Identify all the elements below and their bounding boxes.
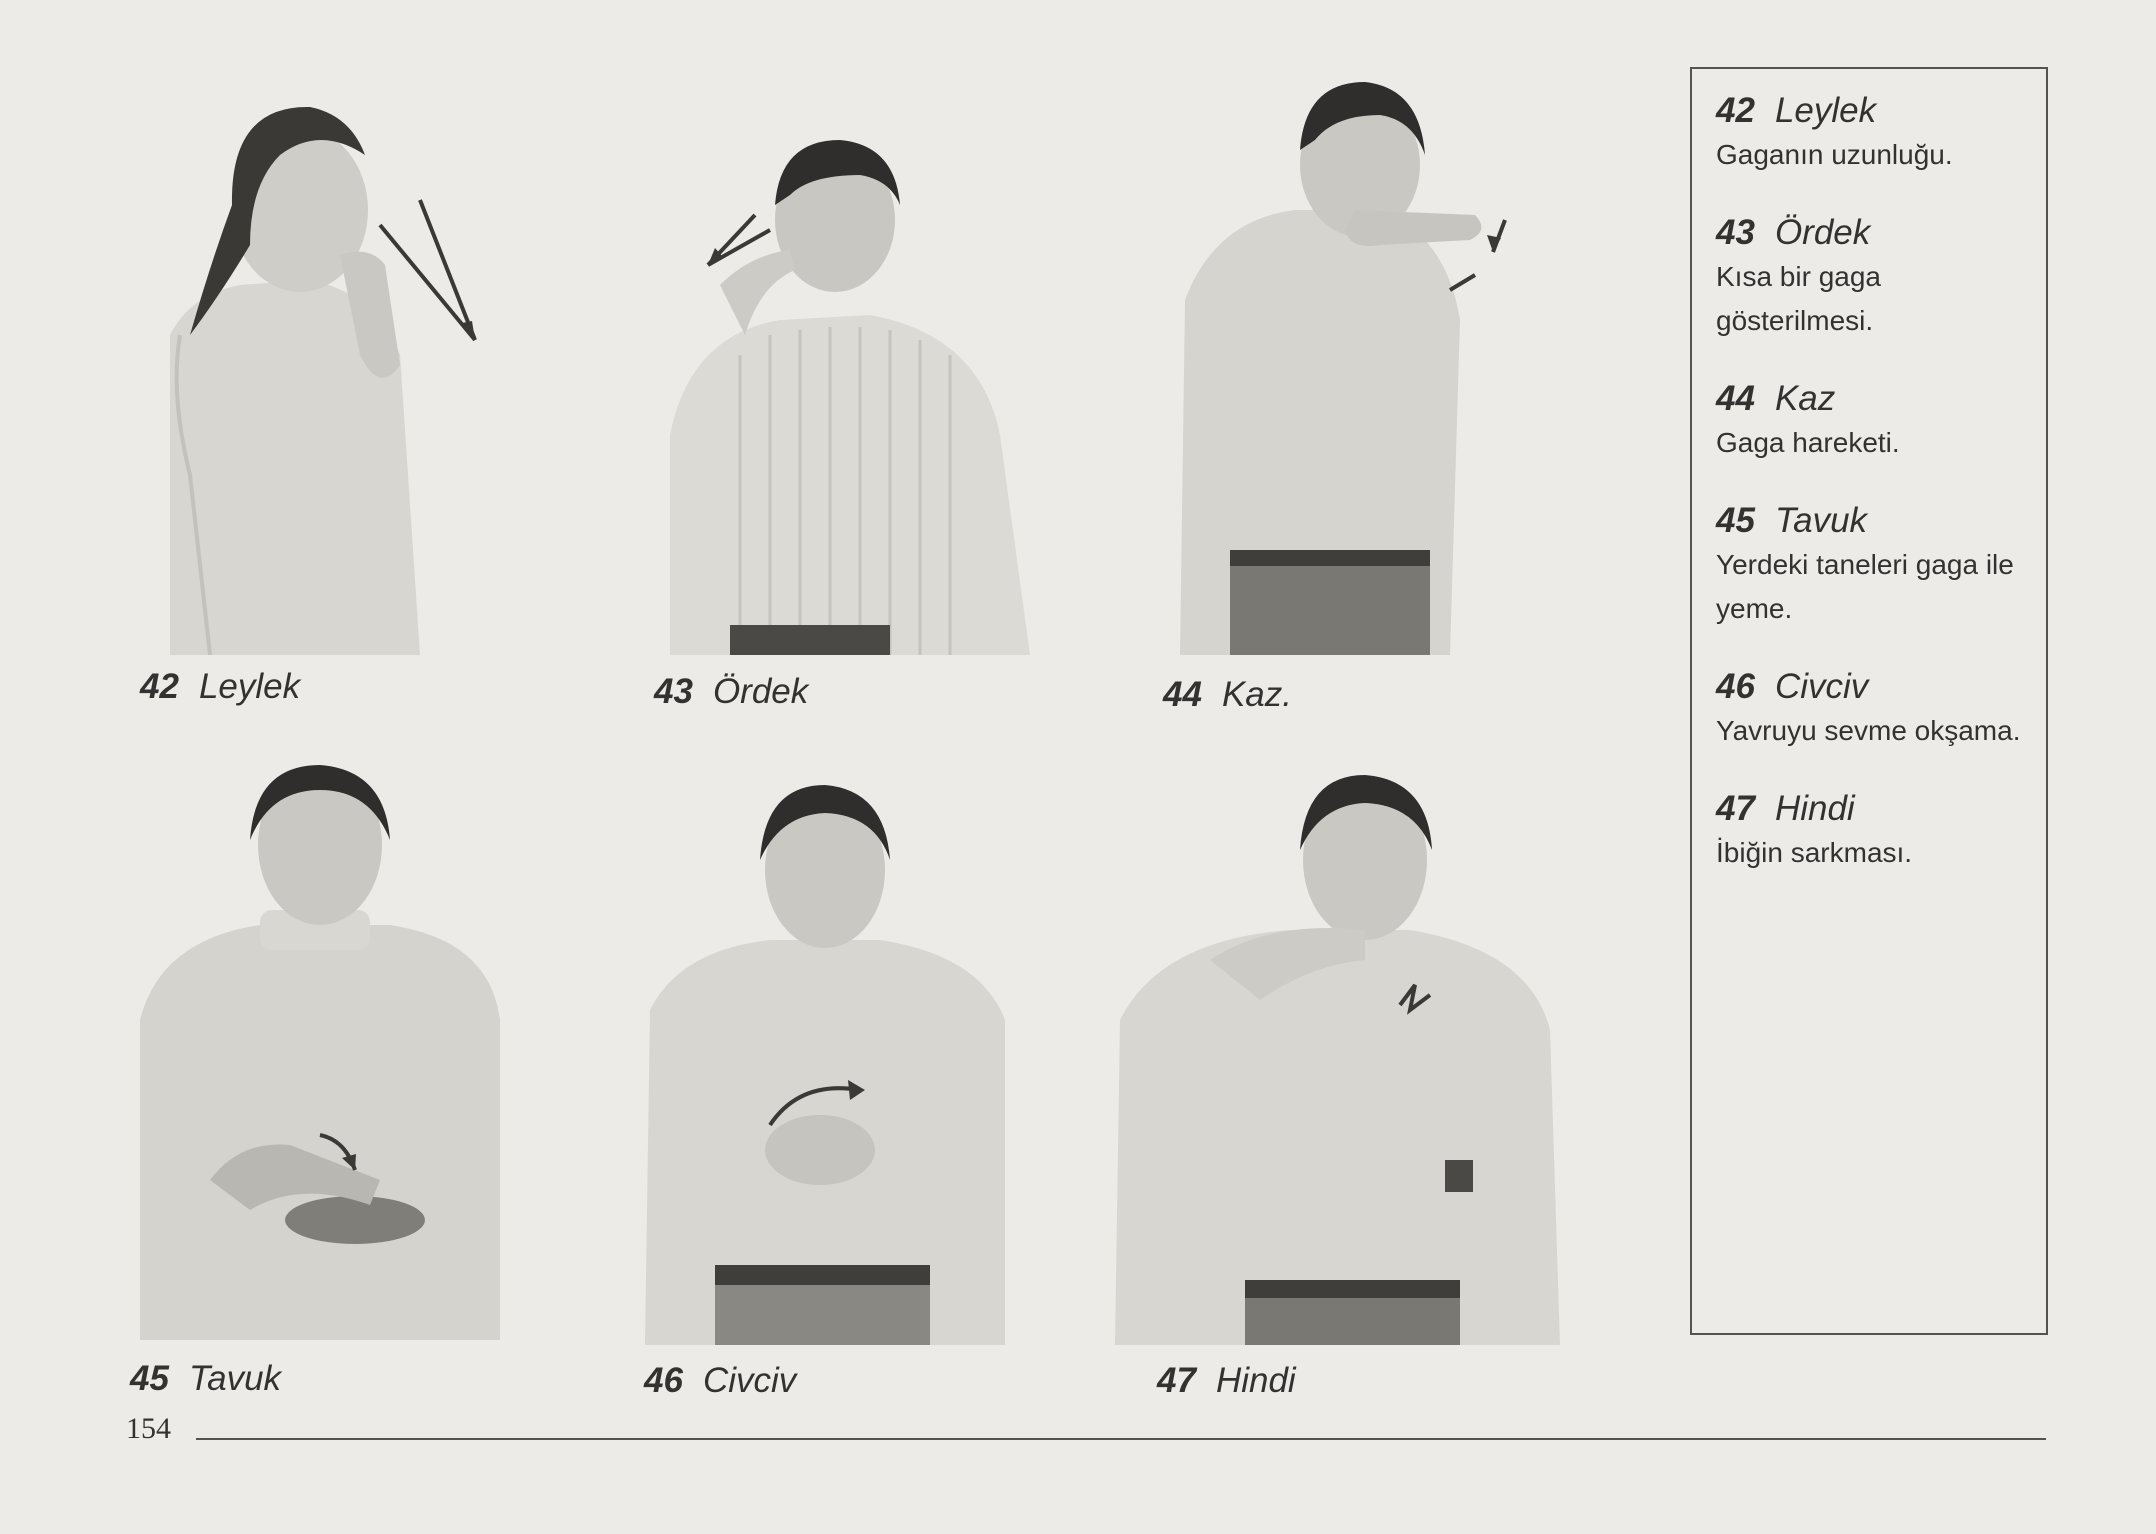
legend-entry-47 — [1716, 787, 2022, 875]
legend-number: 44 — [1716, 379, 1755, 418]
photo-ordek — [660, 135, 1030, 655]
legend-title: Tavuk — [1774, 501, 1868, 540]
photo-kaz — [1175, 80, 1520, 655]
legend-description: Yavruyu sevme okşama. — [1716, 715, 2021, 746]
photo-tavuk — [130, 760, 510, 1340]
photo-leylek — [150, 95, 490, 655]
legend-entry-45 — [1716, 499, 2022, 631]
legend-number: 43 — [1716, 213, 1755, 252]
legend-description: Yerdeki taneleri gaga ile yeme. — [1716, 549, 2014, 624]
caption-43: 43 Ördek — [654, 672, 809, 711]
legend-number: 45 — [1716, 501, 1755, 540]
legend-title: Hindi — [1774, 789, 1855, 828]
legend-entry-42 — [1716, 89, 2022, 177]
legend-number: 47 — [1716, 789, 1755, 828]
legend-title: Leylek — [1774, 91, 1877, 130]
legend-description: Kısa bir gaga gösterilmesi. — [1716, 261, 1881, 336]
caption-47: 47 Hindi — [1157, 1361, 1296, 1400]
legend-entry-43 — [1716, 211, 2022, 343]
legend-description: Gaganın uzunluğu. — [1716, 139, 1953, 170]
legend-number: 46 — [1716, 667, 1755, 706]
legend-title: Civciv — [1774, 667, 1869, 706]
caption-45: 45 Tavuk — [130, 1359, 282, 1398]
legend-entry-46 — [1716, 665, 2022, 753]
legend-description: İbiğin sarkması. — [1716, 837, 1913, 868]
photo-hindi — [1110, 770, 1570, 1345]
caption-44: 44 Kaz. — [1163, 675, 1292, 714]
caption-46: 46 Civciv — [644, 1361, 797, 1400]
legend-box — [1690, 67, 2048, 1335]
legend-number: 42 — [1716, 91, 1755, 130]
legend-entry-44 — [1716, 377, 2022, 465]
legend-title: Ördek — [1774, 213, 1871, 252]
page-number: 154 — [126, 1412, 171, 1445]
legend-title: Kaz — [1774, 379, 1836, 418]
footer-rule — [196, 1438, 2046, 1440]
caption-42: 42 Leylek — [140, 667, 301, 706]
legend-description: Gaga hareketi. — [1716, 427, 1900, 458]
photo-civciv — [640, 780, 1010, 1345]
